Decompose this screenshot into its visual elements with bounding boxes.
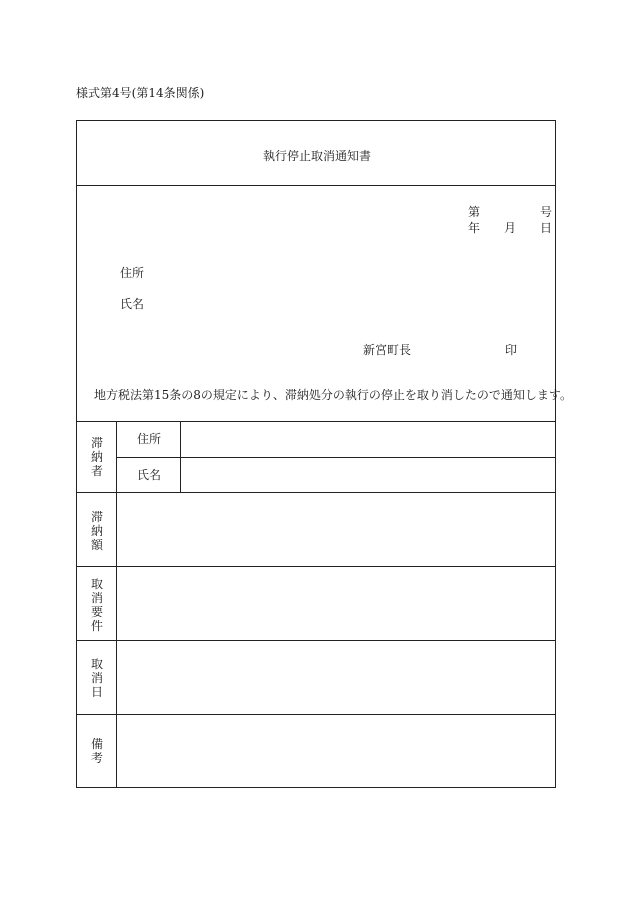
delinquent-name-label: 氏名 [137, 468, 162, 482]
notice-body-text: 地方税法第15条の8の規定により、滞納処分の執行の停止を取り消したので通知します。 [94, 388, 572, 402]
number-suffix: 号 [540, 205, 553, 219]
form-number-label: 様式第4号(第14条関係) [76, 86, 205, 100]
title-divider [77, 185, 555, 186]
delinquent-name-field[interactable] [187, 460, 549, 490]
notice-form [76, 120, 572, 788]
recipient-name-label: 氏名 [120, 297, 145, 311]
requirements-label: 取消要件 [90, 577, 103, 633]
cancel-date-label: 取消日 [90, 657, 103, 699]
amount-label: 滞納額 [90, 510, 103, 552]
remarks-field[interactable] [123, 721, 549, 781]
cancel-date-row-line [77, 640, 555, 641]
delinquent-subcolumn-line [180, 421, 181, 492]
amount-field[interactable] [123, 499, 549, 559]
document-title: 執行停止取消通知書 [262, 149, 371, 163]
date-year: 年 [468, 221, 481, 235]
remarks-row-line [77, 714, 555, 715]
cancel-date-field[interactable] [123, 647, 549, 707]
delinquent-address-field[interactable] [187, 424, 549, 454]
date-month: 月 [504, 221, 517, 235]
label-column-line [116, 421, 117, 787]
delinquent-split-line [116, 457, 555, 458]
date-day: 日 [540, 221, 553, 235]
requirements-field[interactable] [123, 573, 549, 633]
amount-row-line [77, 492, 555, 493]
requirements-row-line [77, 566, 555, 567]
remarks-label: 備考 [90, 737, 103, 765]
issuer-title: 新宮町長 [363, 343, 412, 357]
delinquent-address-label: 住所 [137, 432, 162, 446]
seal-mark: 印 [505, 343, 518, 357]
recipient-address-label: 住所 [120, 266, 145, 280]
table-top-line [77, 421, 555, 422]
number-prefix: 第 [468, 205, 481, 219]
delinquent-label: 滞納者 [90, 436, 103, 478]
